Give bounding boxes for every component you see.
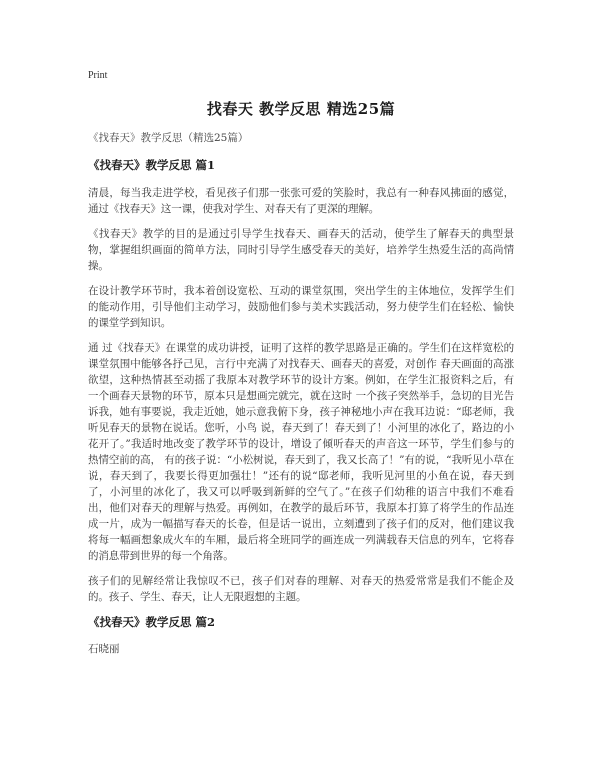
paragraph-1: 清晨，每当我走进学校，看见孩子们那一张张可爱的笑脸时，我总有一种春风拂面的感觉，通过《找春天》这一课，使我对学生、对春天有了更深的理解。	[88, 187, 514, 215]
document-subtitle: 《找春天》教学反思（精选25篇）	[88, 132, 249, 144]
section-heading-1: 《找春天》教学反思 篇1	[88, 158, 216, 172]
paragraph-5: 孩子们的见解经常让我惊叹不已，孩子们对春的理解、对春天的热爱常常是我们不能企及的。孩子、学生、春天，让人无限遐想的主题。	[88, 575, 514, 603]
paragraph-4: 通 过《找春天》在课堂的成功讲授，证明了这样的教学思路是正确的。学生们在这样宽松的课堂氛围中能够各抒己见，言行中充满了对找春天、画春天的喜爱，对创作 春天画面的高涨欲望，这种热情甚至动摇了我原本对教学环节的设计方案。例如，在学生汇报资料之后，有一个画春天景物的环节，原本只是想画完就完，就在这时 一个孩子突然举手，急切的目光告诉我，她有事要说，我走近她，她示意我俯下身，孩子神秘地小声在我耳边说：“邸老师，我听见春天的景物在说话。您听，小鸟 说，春天到了！春天到了！小河里的冰化了，路边的小花开了。”我适时地改变了教学环节的设计，增设了倾听春天的声音这一环节，学生们参与的热情空前的高， 有的孩子说：“小松树说，春天到了，我又长高了！”有的说，“我听见小草在说，春天到了，我要长得更加强壮！”还有的说“邸老师，我听见河里的小鱼在说，春天到了，小河里的冰化了，我又可以呼吸到新鲜的空气了。”在孩子们幼稚的语言中我们不难看出，他们对春天的理解与热爱。再例如，在教学的最后环节，我原本打算了将学生的作品连成一片，成为一幅描写春天的长卷，但是话一说出，立刻遭到了孩子们的反对，他们建议我将每一幅画想象成火车的车厢，最后将全班同学的画连成一列满载春天信息的列车，它将春的消息带到世界的每一个角落。	[88, 342, 514, 562]
document-page	[88, 70, 514, 656]
paragraph-2: 《找春天》教学的目的是通过引导学生找春天、画春天的活动，使学生了解春天的典型景物，掌握组织画面的简单方法，同时引导学生感受春天的美好，培养学生热爱生活的高尚情操。	[88, 228, 514, 272]
document-title: 找春天 教学反思 精选25篇	[206, 100, 396, 118]
section-heading-2: 《找春天》教学反思 篇2	[88, 615, 216, 629]
print-label[interactable]: Print	[88, 70, 108, 81]
author-name: 石晓丽	[88, 643, 120, 655]
paragraph-3: 在设计教学环节时，我本着创设宽松、互动的课堂氛围，突出学生的主体地位，发挥学生们的能动作用，引导他们主动学习，鼓励他们参与美术实践活动，努力使学生们在轻松、愉快的课堂学到知识。	[88, 285, 514, 329]
